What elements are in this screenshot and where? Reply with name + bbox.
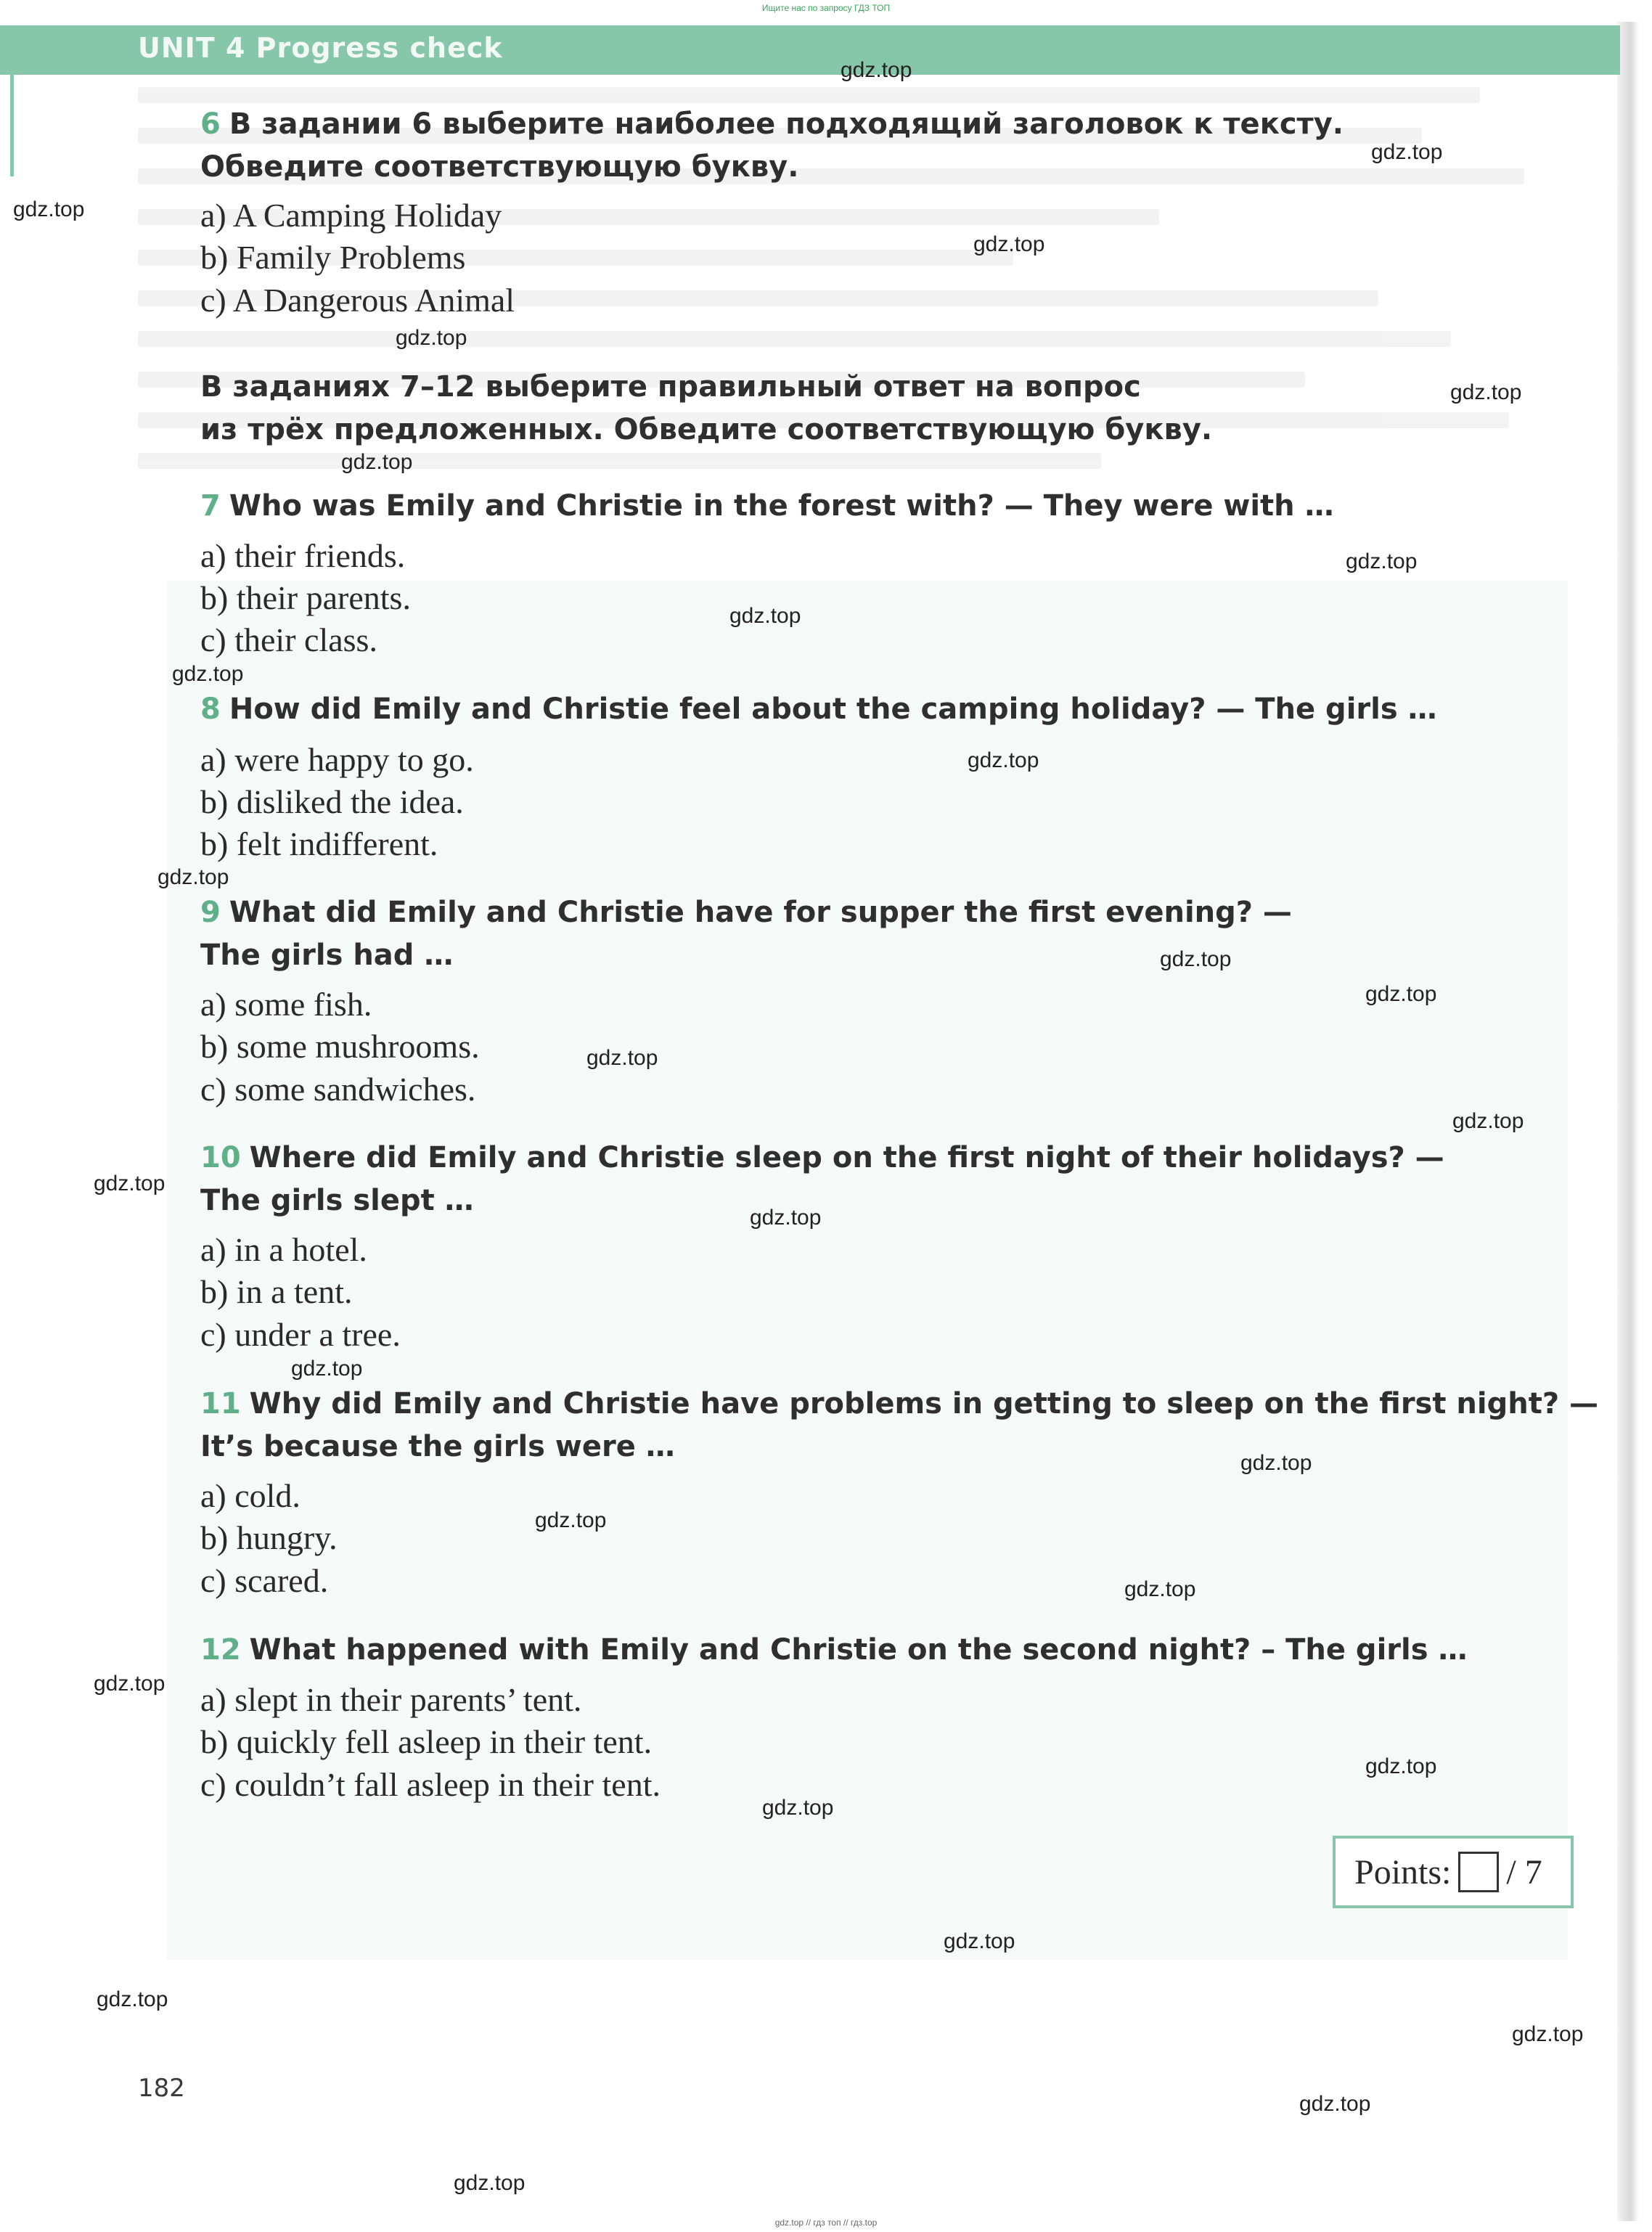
header-note: Ищите нас по запросу ГДЗ ТОП	[761, 3, 891, 13]
question-7	[200, 485, 1334, 527]
question-text: How did Emily and Christie feel about the camping holiday? — The girls …	[229, 692, 1437, 726]
watermark: gdz.top	[158, 865, 229, 889]
watermark: gdz.top	[1365, 982, 1437, 1006]
watermark: gdz.top	[1299, 2092, 1371, 2116]
watermark: gdz.top	[341, 450, 413, 474]
q11-option-c: c) scared.	[200, 1562, 329, 1599]
q12-option-b: b) quickly fell asleep in their tent.	[200, 1723, 653, 1760]
question-11	[200, 1383, 1598, 1425]
task6-line1: В задании 6 выберите наиболее подходящий заголовок к тексту.	[229, 107, 1344, 141]
q9-option-b: b) some mushrooms.	[200, 1028, 480, 1065]
task6-option-b: b) Family Problems	[200, 239, 466, 276]
watermark: gdz.top	[94, 1172, 165, 1195]
q11-option-b: b) hungry.	[200, 1519, 338, 1556]
question-text: What did Emily and Christie have for supper the first evening? —	[229, 896, 1292, 929]
question-number: 7	[200, 489, 221, 523]
instructions-line1: В заданиях 7–12 выберите правильный ответ на вопрос	[200, 370, 1141, 404]
watermark: gdz.top	[535, 1508, 607, 1532]
points-total: / 7	[1506, 1852, 1542, 1892]
q9-option-c: c) some sandwiches.	[200, 1071, 476, 1108]
question-12	[200, 1629, 1467, 1671]
q8-option-b: b) disliked the idea.	[200, 783, 464, 820]
points-label: Points:	[1354, 1852, 1452, 1892]
task6-option-c: c) A Dangerous Animal	[200, 282, 515, 319]
watermark: gdz.top	[1371, 140, 1443, 164]
watermark: gdz.top	[1124, 1577, 1196, 1601]
task-number: 6	[200, 107, 221, 141]
watermark: gdz.top	[13, 197, 85, 221]
task6-line2: Обведите соответствующую букву.	[200, 150, 799, 184]
watermark: gdz.top	[396, 326, 467, 350]
footer-note: gdz.top // гдз топ // гдз.top	[774, 2217, 878, 2228]
watermark: gdz.top	[291, 1357, 363, 1381]
watermark: gdz.top	[973, 232, 1045, 256]
task6-heading	[200, 103, 1344, 145]
watermark: gdz.top	[841, 58, 912, 82]
question-text: Who was Emily and Christie in the forest with? — They were with …	[229, 489, 1334, 523]
q12-option-c: c) couldn’t fall asleep in their tent.	[200, 1766, 661, 1803]
watermark: gdz.top	[1452, 1109, 1524, 1133]
watermark: gdz.top	[172, 662, 244, 686]
q8-option-a: a) were happy to go.	[200, 741, 474, 778]
points-input-box[interactable]	[1458, 1852, 1499, 1892]
watermark: gdz.top	[944, 1929, 1015, 1953]
question-number: 12	[200, 1633, 241, 1667]
watermark: gdz.top	[968, 748, 1039, 772]
q9-option-a: a) some fish.	[200, 986, 372, 1023]
question-number: 9	[200, 896, 221, 929]
q12-option-a: a) slept in their parents’ tent.	[200, 1681, 582, 1718]
question-10-line2: The girls slept …	[200, 1184, 474, 1217]
question-number: 8	[200, 692, 221, 726]
question-11-line2: It’s because the girls were …	[200, 1430, 675, 1463]
q10-option-a: a) in a hotel.	[200, 1231, 367, 1268]
watermark: gdz.top	[1240, 1451, 1312, 1475]
watermark: gdz.top	[750, 1206, 822, 1230]
watermark: gdz.top	[97, 1987, 168, 2011]
question-9	[200, 891, 1292, 933]
question-text: What happened with Emily and Christie on the second night? – The girls …	[249, 1633, 1468, 1667]
q7-option-b: b) their parents.	[200, 579, 411, 616]
q11-option-a: a) cold.	[200, 1477, 300, 1514]
watermark: gdz.top	[454, 2171, 526, 2195]
watermark: gdz.top	[762, 1796, 834, 1820]
watermark: gdz.top	[1160, 947, 1232, 971]
points-box	[1333, 1836, 1574, 1908]
instructions-line2: из трёх предложенных. Обведите соответствующую букву.	[200, 413, 1213, 446]
watermark: gdz.top	[1450, 380, 1522, 404]
question-text: Why did Emily and Christie have problems in getting to sleep on the first night? —	[249, 1387, 1598, 1420]
q10-option-b: b) in a tent.	[200, 1273, 353, 1310]
question-text: Where did Emily and Christie sleep on the first night of their holidays? —	[249, 1141, 1444, 1174]
question-10	[200, 1137, 1444, 1179]
question-number: 11	[200, 1387, 241, 1420]
watermark: gdz.top	[94, 1672, 165, 1696]
question-number: 10	[200, 1141, 241, 1174]
watermark: gdz.top	[729, 604, 801, 628]
page-number: 182	[138, 2074, 185, 2103]
q7-option-c: c) their class.	[200, 621, 377, 658]
unit-title: UNIT 4 Progress check	[138, 32, 503, 64]
watermark: gdz.top	[1365, 1754, 1437, 1778]
q10-option-c: c) under a tree.	[200, 1316, 401, 1353]
task6-option-a: a) A Camping Holiday	[200, 197, 502, 234]
watermark: gdz.top	[586, 1046, 658, 1070]
q8-option-c: b) felt indifferent.	[200, 825, 438, 862]
q7-option-a: a) their friends.	[200, 537, 406, 574]
watermark: gdz.top	[1512, 2022, 1584, 2046]
question-8	[200, 688, 1437, 730]
question-9-line2: The girls had …	[200, 939, 454, 972]
watermark: gdz.top	[1346, 549, 1418, 573]
